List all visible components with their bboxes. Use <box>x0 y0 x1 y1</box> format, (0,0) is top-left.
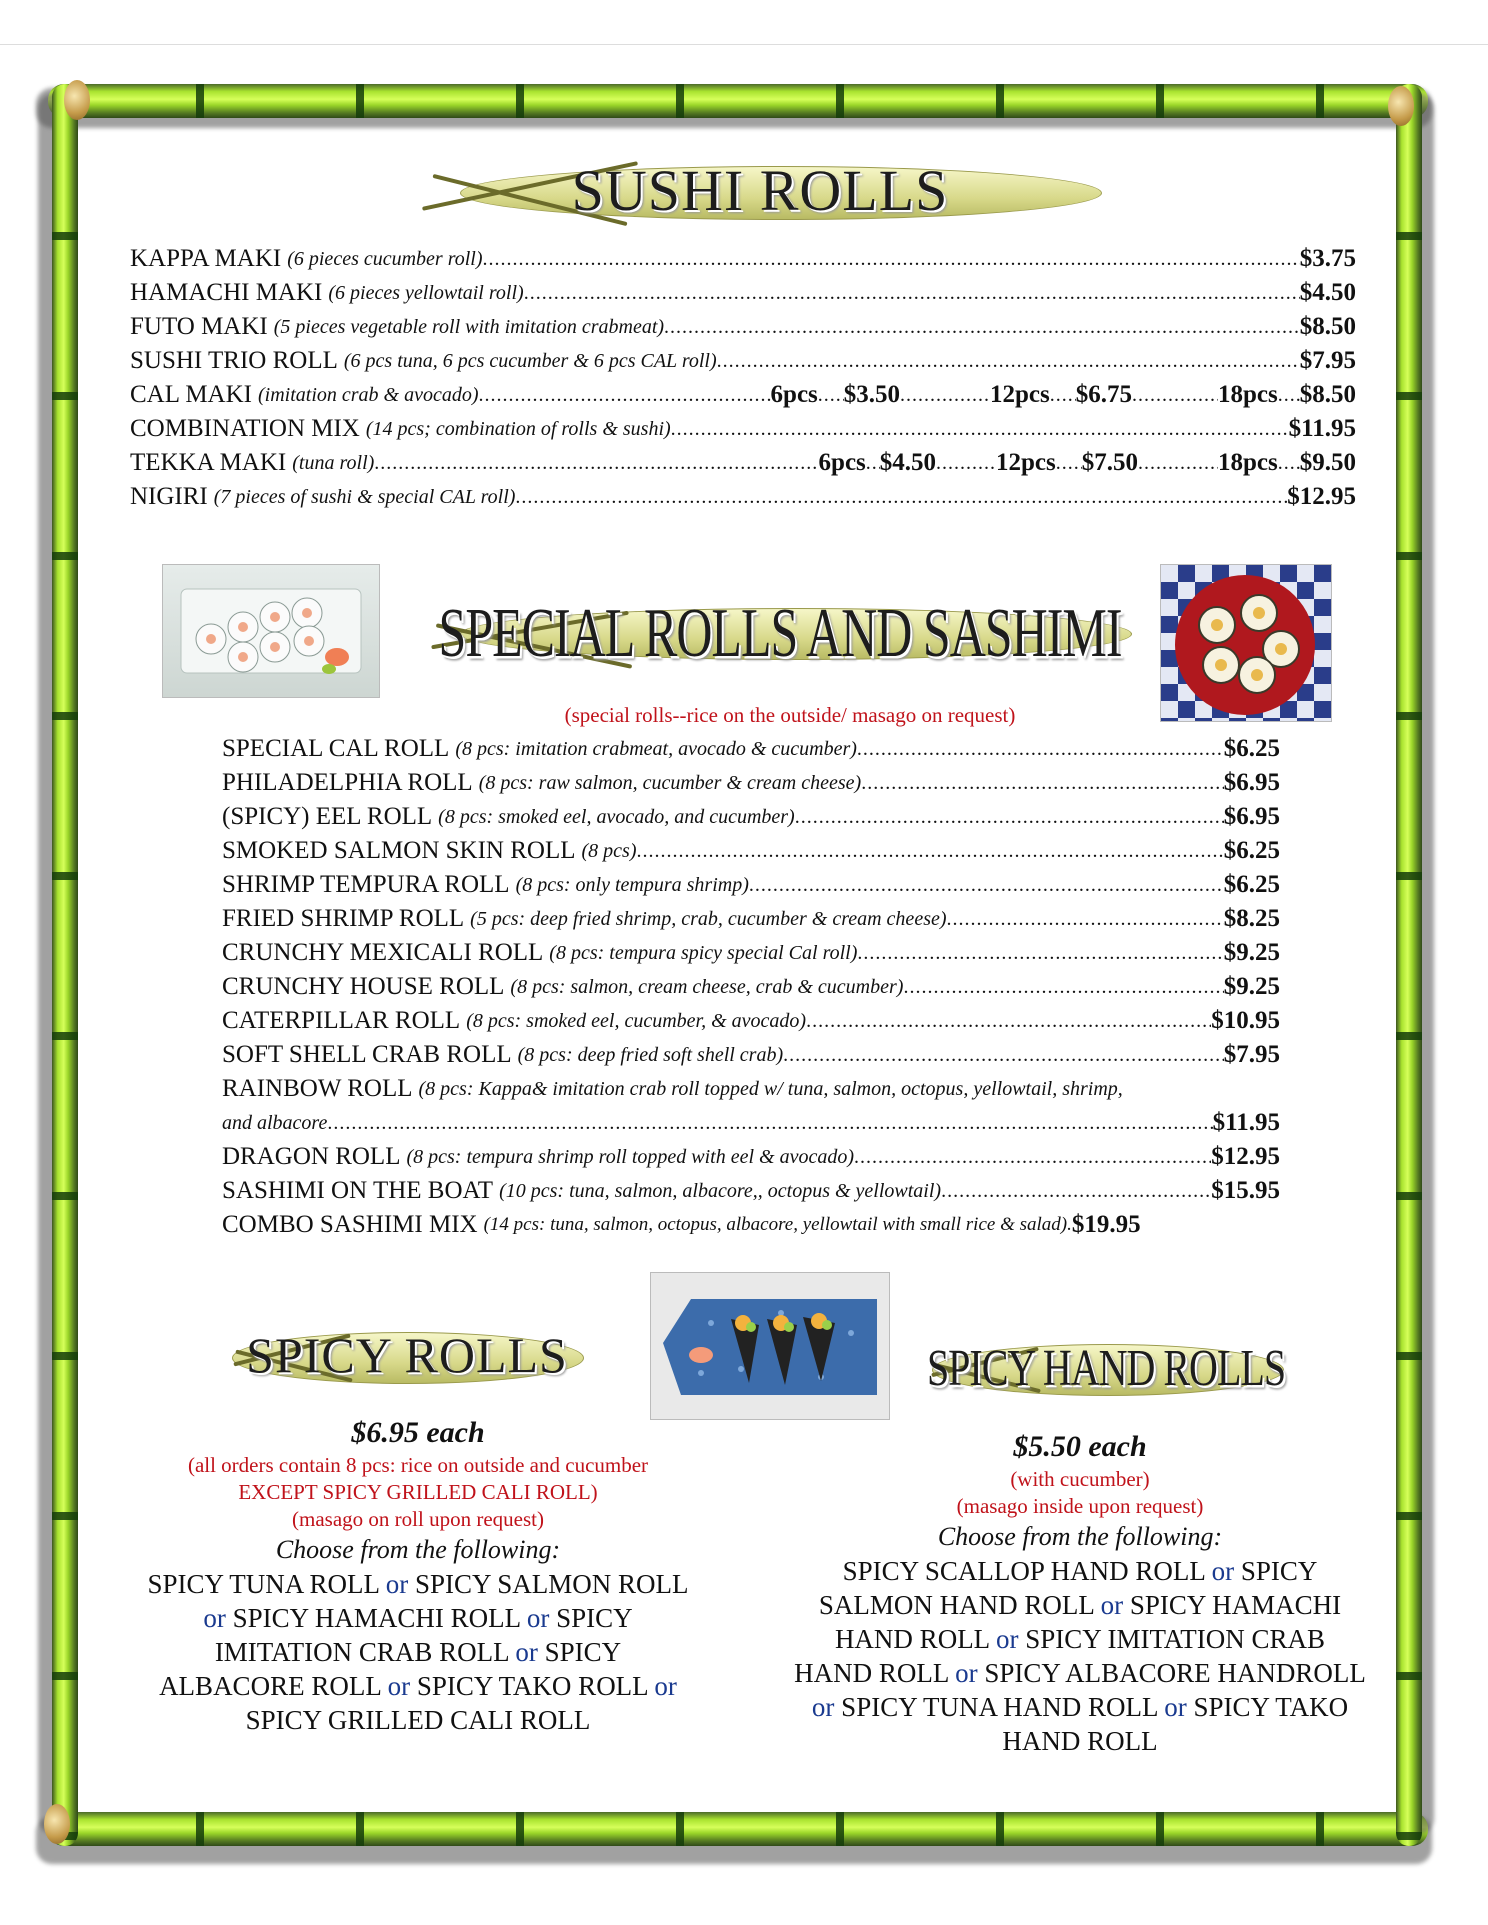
spicy-rolls-section <box>108 1414 728 1737</box>
spicy-rolls-banner <box>222 1318 592 1392</box>
page-top-rule <box>0 44 1488 45</box>
spicy-rolls-line-3: IMITATION CRAB ROLL or SPICY <box>214 1637 622 1667</box>
menu-item: COMBINATION MIX (14 pcs; combination of rolls & sushi) ..... $11.95 <box>130 413 1356 445</box>
menu-item: SMOKED SALMON SKIN ROLL (8 pcs) ..... $6.25 <box>222 835 1280 867</box>
menu-item: (SPICY) EEL ROLL (8 pcs: smoked eel, avocado, and cucumber) ..... $6.95 <box>222 801 1280 833</box>
menu-item-tekka-maki: TEKKA MAKI (tuna roll) ..... 6pcs ..... $4.50 ..... 12pcs ..... $7.50 ..... 18pcs ..... $9.50 <box>130 447 1356 479</box>
menu-item: FRIED SHRIMP ROLL (5 pcs: deep fried shrimp, crab, cucumber & cream cheese) ..... $8.25 <box>222 903 1280 935</box>
menu-item: CATERPILLAR ROLL (8 pcs: smoked eel, cucumber, & avocado) ..... $10.95 <box>222 1005 1280 1037</box>
spicy-hand-rolls-banner <box>922 1330 1290 1404</box>
menu-item: SOFT SHELL CRAB ROLL (8 pcs: deep fried soft shell crab) ..... $7.95 <box>222 1039 1280 1071</box>
scroll-knob-top-right <box>1388 86 1414 126</box>
menu-item-cal-maki: CAL MAKI (imitation crab & avocado) ..... 6pcs ..... $3.50 ..... 12pcs ..... $6.75 ..... 18pcs ..... $8.50 <box>130 379 1356 411</box>
spicy-hand-rolls-price: $5.50 each <box>1013 1430 1147 1463</box>
spicy-hand-rolls-note-2: (masago inside upon request) <box>956 1494 1204 1518</box>
spicy-rolls-line-4: ALBACORE ROLL or SPICY TAKO ROLL or <box>159 1671 677 1701</box>
menu-item: FUTO MAKI (5 pieces vegetable roll with imitation crabmeat) ..... $8.50 <box>130 311 1356 343</box>
spicy-hand-rolls-line-1: SPICY SCALLOP HAND ROLL or SPICY <box>842 1556 1318 1586</box>
sushi-rolls-heading: SUSHI ROLLS <box>571 157 949 223</box>
spicy-rolls-heading: SPICY ROLLS <box>246 1327 568 1383</box>
spicy-hand-rolls-line-4: HAND ROLL or SPICY ALBACORE HANDROLL <box>794 1658 1366 1688</box>
special-rolls-note: (special rolls--rice on the outside/ masago on request) <box>564 703 1016 727</box>
spicy-hand-rolls-line-5: or SPICY TUNA HAND ROLL or SPICY TAKO <box>811 1692 1349 1722</box>
menu-item: HAMACHI MAKI (6 pieces yellowtail roll) ..... $4.50 <box>130 277 1356 309</box>
special-rolls-heading: SPECIAL ROLLS AND SASHIMI <box>438 592 1122 672</box>
menu-item: SHRIMP TEMPURA ROLL (8 pcs: only tempura shrimp) ..... $6.25 <box>222 869 1280 901</box>
spicy-rolls-note-1: (all orders contain 8 pcs: rice on outside and cucumber <box>187 1453 649 1477</box>
menu-item: CRUNCHY MEXICALI ROLL (8 pcs: tempura spicy special Cal roll) ..... $9.25 <box>222 937 1280 969</box>
menu-item: COMBO SASHIMI MIX (14 pcs: tuna, salmon, octopus, albacore, yellowtail with small rice & salad). $19.95 <box>222 1211 1141 1238</box>
spicy-rolls-choose: Choose from the following: <box>275 1535 561 1564</box>
spicy-hand-rolls-line-3: HAND ROLL or SPICY IMITATION CRAB <box>834 1624 1326 1654</box>
menu-item: DRAGON ROLL (8 pcs: tempura shrimp roll topped with eel & avocado) ..... $12.95 <box>222 1141 1280 1173</box>
menu-item: CRUNCHY HOUSE ROLL (8 pcs: salmon, cream cheese, crab & cucumber) ..... $9.25 <box>222 971 1280 1003</box>
spicy-hand-rolls-note-1: (with cucumber) <box>1010 1467 1150 1491</box>
spicy-hand-rolls-line-2: SALMON HAND ROLL or SPICY HAMACHI <box>818 1590 1342 1620</box>
menu-item: SPECIAL CAL ROLL (8 pcs: imitation crabmeat, avocado & cucumber) ..... $6.25 <box>222 733 1280 765</box>
menu-item: KAPPA MAKI (6 pieces cucumber roll) ..... $3.75 <box>130 243 1356 275</box>
spicy-rolls-note-3: (masago on roll upon request) <box>292 1507 544 1531</box>
spicy-rolls-line-5: SPICY GRILLED CALI ROLL <box>245 1705 591 1735</box>
spicy-rolls-price: $6.95 each <box>351 1416 485 1449</box>
spicy-hand-rolls-choose: Choose from the following: <box>937 1522 1223 1551</box>
spicy-hand-rolls-section <box>760 1428 1400 1758</box>
scroll-knob-top-left <box>64 80 90 120</box>
spicy-hand-rolls-line-6: HAND ROLL <box>1002 1726 1158 1756</box>
scroll-knob-bottom-left <box>44 1804 70 1844</box>
menu-item: SUSHI TRIO ROLL (6 pcs tuna, 6 pcs cucumber & 6 pcs CAL roll) ..... $7.95 <box>130 345 1356 377</box>
spicy-rolls-line-2: or SPICY HAMACHI ROLL or SPICY <box>203 1603 633 1633</box>
bamboo-bottom <box>48 1812 1428 1846</box>
cal-roll-photo <box>162 564 380 698</box>
spicy-hand-rolls-heading: SPICY HAND ROLLS <box>926 1337 1286 1397</box>
menu-item-rainbow-cont: and albacore ..... $11.95 <box>222 1107 1280 1139</box>
spicy-rolls-line-1: SPICY TUNA ROLL or SPICY SALMON ROLL <box>147 1569 689 1599</box>
menu-item-rainbow: RAINBOW ROLL (8 pcs: Kappa& imitation crab roll topped w/ tuna, salmon, octopus, yellowtail, shrimp, <box>222 1075 1123 1102</box>
sushi-rolls-banner <box>400 150 1120 230</box>
hand-roll-photo <box>650 1272 890 1420</box>
menu-item: NIGIRI (7 pieces of sushi & special CAL roll) ..... $12.95 <box>130 481 1356 513</box>
bamboo-left <box>52 84 78 1846</box>
menu-item: PHILADELPHIA ROLL (8 pcs: raw salmon, cucumber & cream cheese) ..... $6.95 <box>222 767 1280 799</box>
bamboo-top <box>48 84 1428 118</box>
special-roll-plate-photo <box>1160 564 1332 722</box>
menu-item: SASHIMI ON THE BOAT (10 pcs: tuna, salmon, albacore,, octopus & yellowtail) ..... $15.95 <box>222 1175 1280 1207</box>
special-rolls-banner <box>420 586 1140 678</box>
spicy-rolls-note-2: EXCEPT SPICY GRILLED CALI ROLL) <box>238 1480 598 1504</box>
